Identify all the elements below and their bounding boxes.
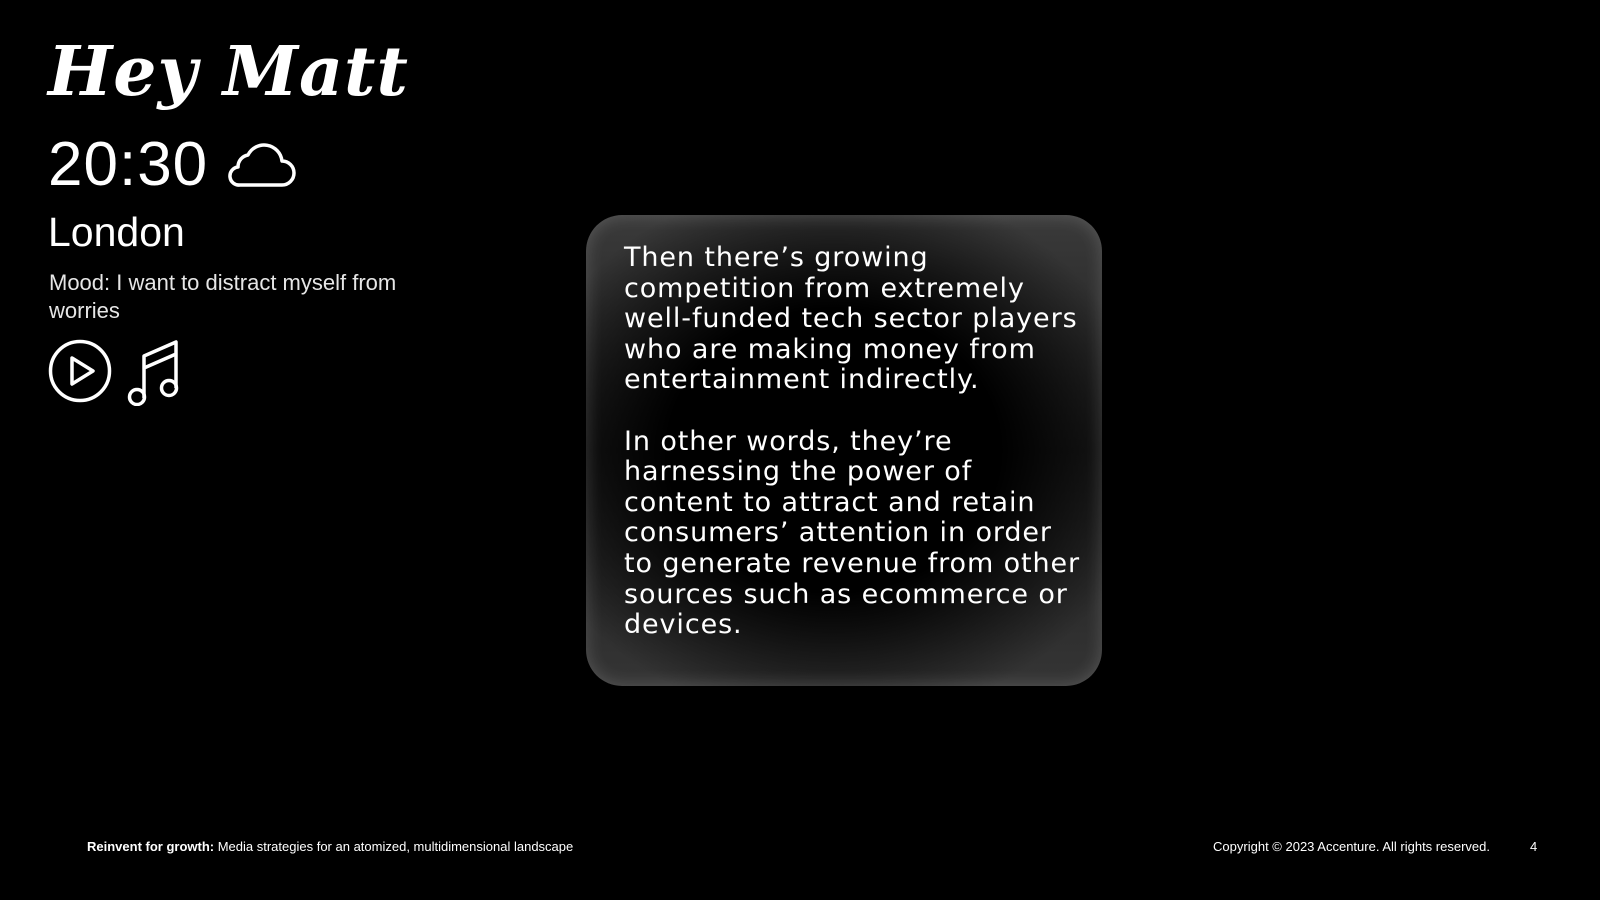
greeting-title: Hey Matt <box>48 32 409 112</box>
media-controls <box>48 336 184 406</box>
card-paragraph-1: Then there’s growing competition from extremely well-funded tech sector players who are making money from entertainment indirectly. <box>624 242 1078 396</box>
music-note-icon[interactable] <box>126 336 184 406</box>
play-circle-icon[interactable] <box>48 339 112 403</box>
footer-copyright: Copyright © 2023 Accenture. All rights reserved. <box>1213 839 1490 854</box>
quote-card <box>586 215 1102 686</box>
footer-title-bold: Reinvent for growth: <box>87 839 215 854</box>
page-number: 4 <box>1530 839 1538 854</box>
cloud-icon <box>224 139 296 191</box>
footer-title <box>87 838 573 855</box>
mood-text: Mood: I want to distract myself from worries <box>49 270 397 323</box>
city-name: London <box>48 209 185 255</box>
card-paragraph-2: In other words, they’re harnessing the power of content to attract and retain consumers’ attention in order to generate revenue from other sources such as ecommerce or devices. <box>624 425 1081 641</box>
time-weather-row <box>48 130 296 200</box>
card-text <box>624 243 1084 641</box>
clock-time: 20:30 <box>48 130 209 199</box>
footer-title-rest: Media strategies for an atomized, multidimensional landscape <box>214 839 574 854</box>
